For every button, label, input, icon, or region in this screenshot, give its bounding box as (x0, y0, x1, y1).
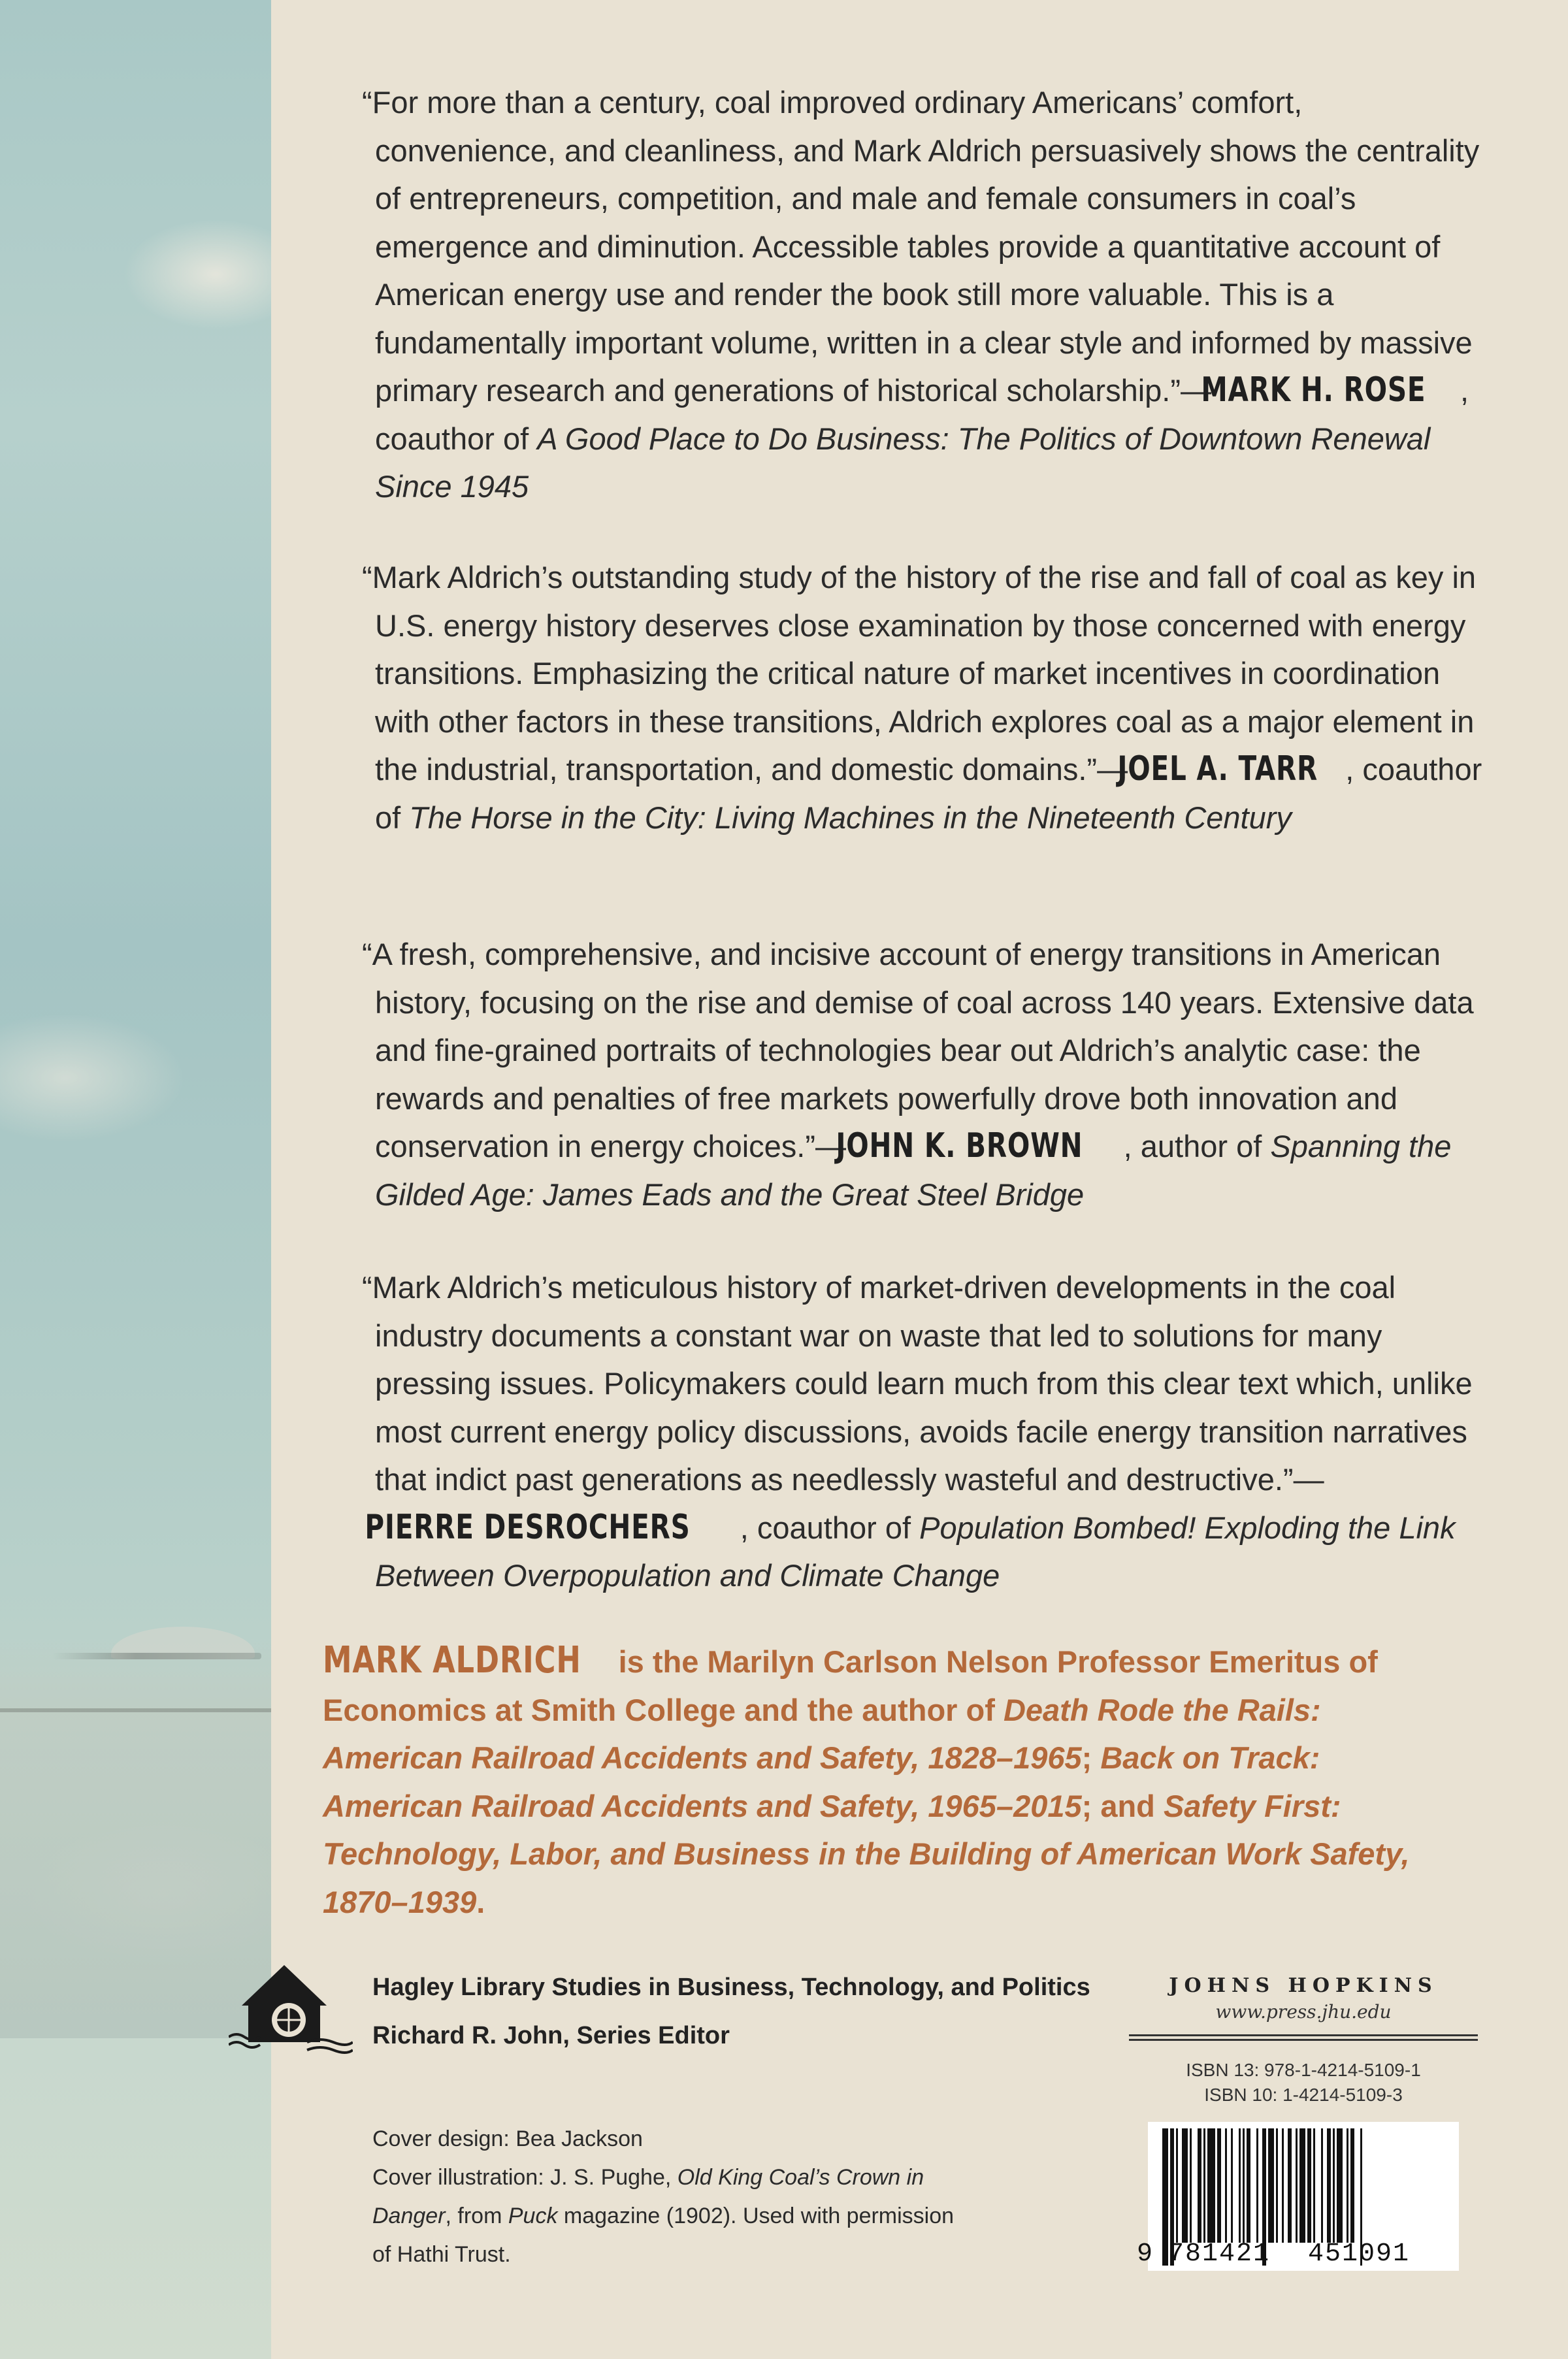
illustration-credit-suffix: magazine (1902). Used with permission of Hathi Trust. (372, 2204, 955, 2267)
hagley-library-logo-icon (229, 1960, 353, 2058)
publisher-name: JOHNS HOPKINS (1169, 1974, 1438, 1997)
bio-end: . (476, 1884, 485, 1919)
blurb-1-reviewer: MARK H. ROSE (1201, 370, 1426, 410)
illustration-magazine: Puck (508, 2204, 558, 2228)
cover-illustration-credit (372, 2158, 960, 2274)
bio-separator-2: ; and (1081, 1788, 1164, 1823)
publisher-block (1129, 1973, 1478, 2041)
illustration-shore (0, 1708, 271, 1712)
blurb-3-book: Spanning the Gilded Age: James Eads and the Great Steel Bridge (375, 1129, 1452, 1212)
blurb-3-role: , author of (1123, 1129, 1271, 1163)
isbn-block (1129, 2058, 1478, 2107)
blurb-2-role: , coauthor of (375, 752, 1482, 835)
illustration-credit-mid: , from (445, 2204, 508, 2228)
blurb-4-text (362, 1263, 1490, 1600)
series-editor: Richard R. John, Series Editor (372, 2022, 730, 2049)
barcode-left-digits: 781421 (1168, 2239, 1271, 2269)
blurb-3-reviewer: JOHN K. BROWN (836, 1126, 1083, 1165)
bio-book-3: Safety First: Technology, Labor, and Business in the Building of American Work Safety, 1870–1939 (323, 1788, 1410, 1919)
isbn-10: ISBN 10: 1-4214-5109-3 (1204, 2085, 1403, 2105)
blurb-2-quote: “Mark Aldrich’s outstanding study of the history of the rise and fall of coal as key in U.S. energy history deserves close examination by those concerned with energy transitions. Emphasizing the critical nature of market incentives in coordination with other factors in these transitions, Aldrich explores coal as a major element in the industrial, transportation, and domestic domains.”— (362, 560, 1477, 787)
blurb-4 (362, 1263, 1490, 1600)
cover-credits (372, 2120, 960, 2274)
isbn-13: ISBN 13: 978-1-4214-5109-1 (1186, 2060, 1421, 2080)
bio-separator-1: ; (1081, 1740, 1101, 1775)
bio-book-2: Back on Track: American Railroad Accidents and Safety, 1965–2015 (323, 1740, 1320, 1823)
illustration-credit-prefix: Cover illustration: J. S. Pughe, (372, 2165, 678, 2190)
blurb-2 (362, 553, 1490, 841)
bio-book-1: Death Rode the Rails: American Railroad Accidents and Safety, 1828–1965 (323, 1692, 1321, 1775)
publisher-rule (1129, 2034, 1478, 2041)
blurb-2-reviewer: JOEL A. TARR (1117, 749, 1318, 789)
blurb-4-quote: “Mark Aldrich’s meticulous history of market-driven developments in the coal industry documents a constant war on waste that led to solutions for many pressing issues. Policymakers could learn much from this clear text which, unlike most current energy policy discussions, avoids facile energy transition narratives that indict past generations as needlessly wasteful and destructive.”— (362, 1270, 1473, 1497)
blurb-1-text (362, 78, 1490, 511)
blurb-3-text (362, 930, 1490, 1218)
blurb-1-role: , coauthor of (375, 373, 1469, 456)
publisher-url: www.press.jhu.edu (1215, 2001, 1392, 2023)
blurb-3 (362, 930, 1490, 1218)
author-bio (323, 1636, 1433, 1926)
blurb-3-quote: “A fresh, comprehensive, and incisive account of energy transitions in American history, focusing on the rise and demise of coal across 140 years. Extensive data and fine-grained portraits of technologies bear out Aldrich’s analytic case: the rewards and penalties of free markets powerfully drove both innovation and conservation in energy choices.”— (362, 937, 1474, 1163)
barcode-right-digits: 451091 (1308, 2239, 1411, 2269)
series-info (372, 1963, 1090, 2060)
illustration-ship (52, 1653, 261, 1659)
blurb-2-book: The Horse in the City: Living Machines in the Nineteenth Century (409, 800, 1292, 835)
blurb-4-role: , coauthor of (740, 1510, 920, 1545)
series-title: Hagley Library Studies in Business, Technology, and Politics (372, 1974, 1090, 2001)
illustration-title: Old King Coal’s Crown in Danger (372, 2165, 924, 2228)
blurb-1-quote: “For more than a century, coal improved ordinary Americans’ comfort, convenience, and cleanliness, and Mark Aldrich persuasively shows the centrality of entrepreneurs, competition, and male and female consumers in coal’s emergence and diminution. Accessible tables provide a quantitative account of American energy use and render the book still more valuable. This is a fundamentally important volume, written in a clear style and informed by massive primary research and generations of historical scholarship.”— (362, 85, 1480, 408)
blurb-4-reviewer: PIERRE DESROCHERS (365, 1507, 691, 1547)
barcode-lead-digit: 9 (1137, 2239, 1154, 2269)
author-name: MARK ALDRICH (323, 1639, 581, 1682)
cover-design-credit: Cover design: Bea Jackson (372, 2126, 643, 2151)
bio-text: is the Marilyn Carlson Nelson Professor Emeritus of Economics at Smith College and the author of (323, 1644, 1378, 1727)
blurb-2-text (362, 553, 1490, 841)
blurb-1 (362, 78, 1490, 511)
blurb-4-book: Population Bombed! Exploding the Link Between Overpopulation and Climate Change (375, 1510, 1456, 1593)
blurb-1-book: A Good Place to Do Business: The Politics of Downtown Renewal Since 1945 (375, 421, 1431, 504)
